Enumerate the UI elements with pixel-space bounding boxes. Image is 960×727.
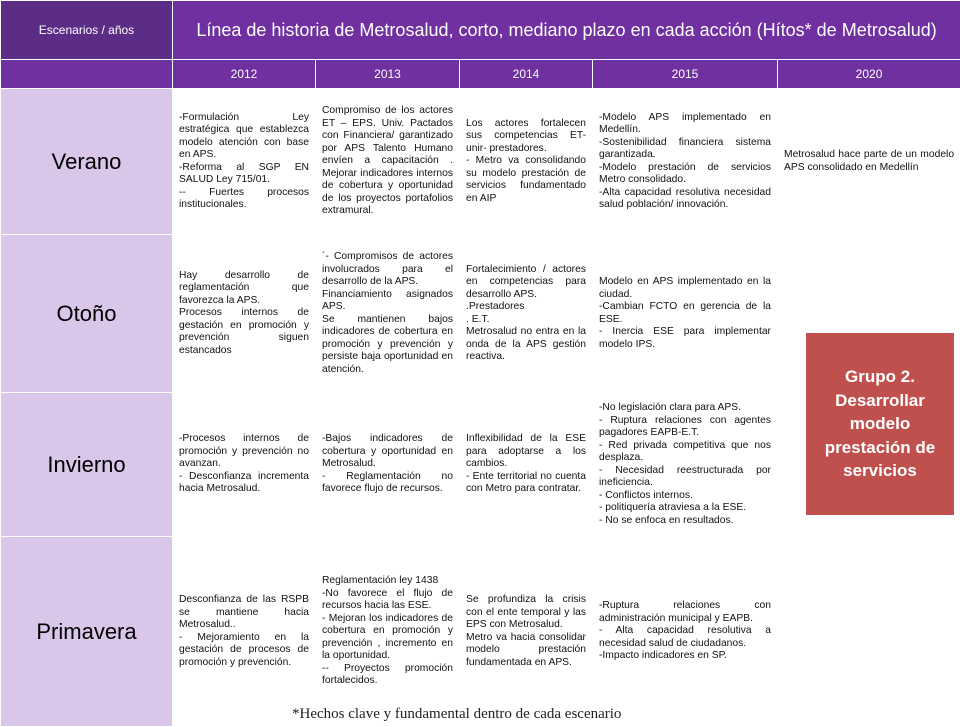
cell-text-line: -Formulación Ley estratégica que establezca modelo atención con base en APS. — [179, 112, 309, 162]
cell-text-line: Hay desarrollo de reglamentación que favorezca la APS. — [179, 270, 309, 308]
table-cell — [593, 235, 778, 393]
cell-text-line: -Ruptura relaciones con administración municipal y EAPB. — [599, 600, 771, 625]
cell-text-line: - politiquería atraviesa a la ESE. — [599, 502, 771, 515]
cell-text-line: Metro va hacia consolidar modelo prestación fundamentada en APS. — [466, 632, 586, 670]
group-callout: Grupo 2. Desarrollar modelo prestación de servicios — [806, 333, 954, 515]
cell-text-line: - Alta capacidad resolutiva a necesidad salud de ciudadanos. — [599, 625, 771, 650]
cell-text-line: -No legislación clara para APS. — [599, 402, 771, 415]
table-title: Línea de historia de Metrosalud, corto, mediano plazo en cada acción (Hítos* de Metrosalud) — [173, 1, 960, 60]
footnote: *Hechos clave y fundamental dentro de cada escenario — [292, 706, 621, 723]
cell-text-line: -No favorece el flujo de recursos hacia las ESE. — [322, 588, 453, 613]
table-cell — [593, 393, 778, 537]
season-label: Verano — [1, 89, 173, 235]
table-cell — [460, 89, 593, 235]
table-cell — [778, 89, 960, 235]
table-cell — [173, 89, 316, 235]
cell-text-line: -Bajos indicadores de cobertura y oportunidad en Metrosalud. — [322, 433, 453, 471]
year-header: 2012 — [173, 60, 316, 89]
cell-text-line: Se mantienen bajos indicadores de cobertura en promoción y prevención y persiste baja oportunidad en atención. — [322, 314, 453, 377]
table-cell — [316, 393, 460, 537]
cell-text-line: -Sostenibilidad financiera sistema garantizada. — [599, 137, 771, 162]
cell-text-line: Metrosalud hace parte de un modelo APS consolidado en Medellín — [784, 149, 954, 174]
cell-text-line: -Modelo APS implementado en Medellín. — [599, 112, 771, 137]
cell-text-line: -- Proyectos promoción fortalecidos. — [322, 663, 453, 688]
cell-text-line: Los actores fortalecen sus competencias ET- unir- prestadores. — [466, 118, 586, 156]
season-row-primavera — [1, 537, 960, 727]
table-cell — [460, 235, 593, 393]
corner-header: Escenarios / años — [1, 1, 173, 60]
cell-text-line: - Mejoran los indicadores de cobertura en promoción y prevención , incremento en la oportunidad. — [322, 613, 453, 663]
table-cell — [460, 537, 593, 727]
table-cell — [173, 393, 316, 537]
cell-text-line: -Procesos internos de promoción y prevención no avanzan. — [179, 433, 309, 471]
cell-text-line: Modelo en APS implementado en la ciudad. — [599, 276, 771, 301]
cell-text-line: -Alta capacidad resolutiva necesidad salud población/ innovación. — [599, 187, 771, 212]
season-label: Otoño — [1, 235, 173, 393]
year-header: 2020 — [778, 60, 960, 89]
cell-text-line: - Metro va consolidando su modelo prestación de servicios fundamentado en AIP — [466, 155, 586, 205]
cell-text-line: - Ruptura relaciones con agentes pagadores EAPB-E.T. — [599, 415, 771, 440]
cell-text-line: .Prestadores — [466, 301, 586, 314]
table-cell — [173, 537, 316, 727]
cell-text-line: -Impacto indicadores en SP. — [599, 650, 771, 663]
season-row-verano — [1, 89, 960, 235]
table-cell — [593, 537, 778, 727]
cell-text-line: Inflexibilidad de la ESE para adoptarse a los cambios. — [466, 433, 586, 471]
cell-text-line: Desconfianza de las RSPB se mantiene hacia Metrosalud.. — [179, 594, 309, 632]
year-header: 2013 — [316, 60, 460, 89]
cell-text-line: Metrosalud no entra en la onda de la APS gestión reactiva. — [466, 326, 586, 364]
year-header: 2014 — [460, 60, 593, 89]
table-cell — [316, 89, 460, 235]
cell-text-line: ´- Compromisos de actores involucrados para el desarrollo de la APS. — [322, 251, 453, 289]
cell-text-line: Compromiso de los actores ET – EPS. Univ. Pactados con Financiera/ garantizado por APS Talento Humano envíen a capacitación . Mejorar indicadores internos de cobertura y oportunidad de los proyectos portafolios extramural. — [322, 105, 453, 218]
year-header: 2015 — [593, 60, 778, 89]
cell-text-line: Procesos internos de gestación en promoción y prevención siguen estancados — [179, 307, 309, 357]
cell-text-line: -- Fuertes procesos institucionales. — [179, 187, 309, 212]
season-label: Invierno — [1, 393, 173, 537]
cell-text-line: - Ente territorial no cuenta con Metro para contratar. — [466, 471, 586, 496]
cell-text-line: - Inercia ESE para implementar modelo IPS. — [599, 326, 771, 351]
cell-text-line: - Conflictos internos. — [599, 490, 771, 503]
cell-text-line: - Mejoramiento en la gestación de procesos de promoción y prevención. — [179, 632, 309, 670]
cell-text-line: -Cambian FCTO en gerencia de la ESE. — [599, 301, 771, 326]
table-cell — [460, 393, 593, 537]
table-cell — [316, 235, 460, 393]
cell-text-line: -Modelo prestación de servicios Metro consolidado. — [599, 162, 771, 187]
cell-text-line: - Desconfianza incrementa hacia Metrosalud. — [179, 471, 309, 496]
cell-text-line: Se profundiza la crisis con el ente temporal y las EPS con Metrosalud. — [466, 594, 586, 632]
cell-text-line: Fortalecimiento / actores en competencias para desarrollo APS. — [466, 264, 586, 302]
table-cell — [316, 537, 460, 727]
cell-text-line: - Reglamentación no favorece flujo de recursos. — [322, 471, 453, 496]
cell-text-line: - Necesidad reestructurada por ineficiencia. — [599, 465, 771, 490]
season-label: Primavera — [1, 537, 173, 727]
table-cell — [593, 89, 778, 235]
table-cell — [778, 537, 960, 727]
cell-text-line: - No se enfoca en resultados. — [599, 515, 771, 528]
cell-text-line: -Reforma al SGP EN SALUD Ley 715/01. — [179, 162, 309, 187]
cell-text-line: Reglamentación ley 1438 — [322, 575, 453, 588]
cell-text-line: . E.T. — [466, 314, 586, 327]
cell-text-line: Financiamiento asignados APS. — [322, 289, 453, 314]
table-cell — [173, 235, 316, 393]
cell-text-line: - Red privada competitiva que nos desplaza. — [599, 440, 771, 465]
years-header-row — [1, 60, 960, 89]
